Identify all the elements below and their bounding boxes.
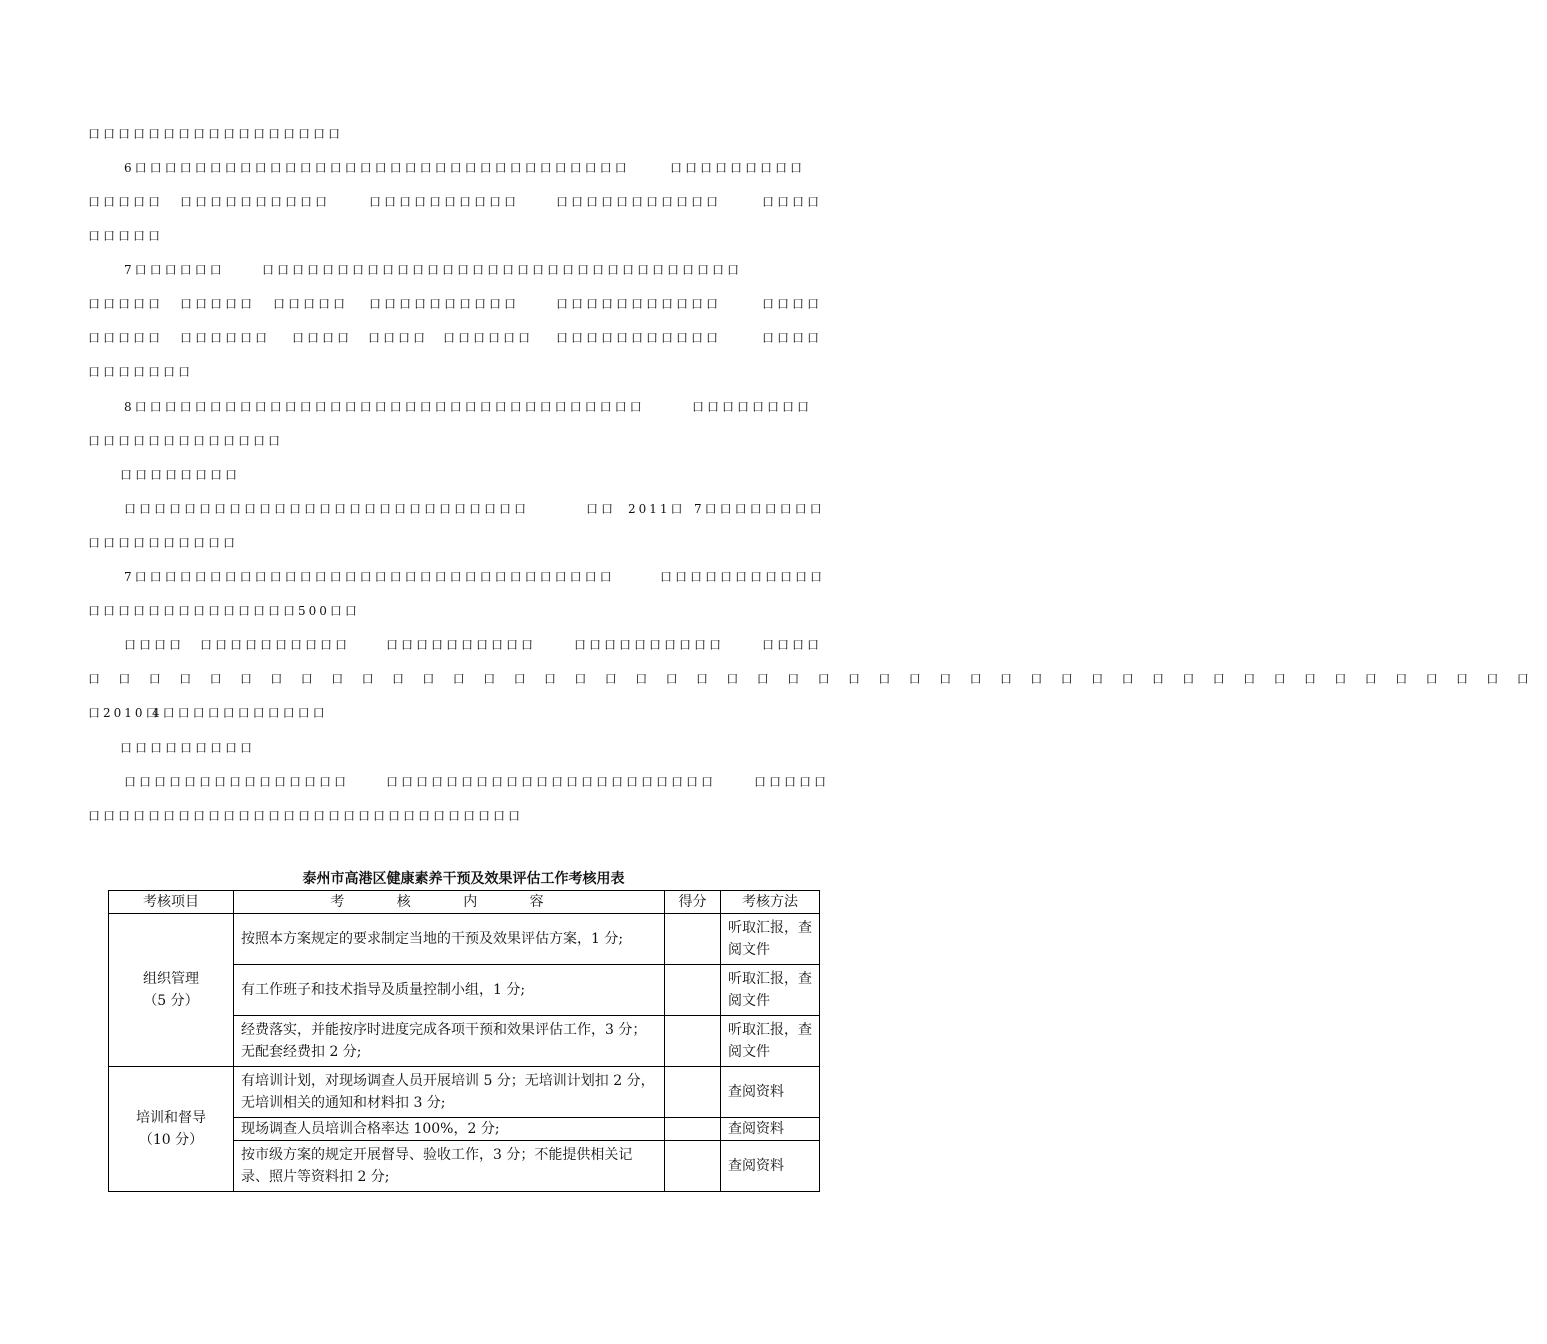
text-segment: 口口口口口口口口口 [670, 161, 806, 175]
method-cell: 听取汇报，查阅文件 [721, 965, 820, 1016]
text-line [0, 260, 950, 280]
score-cell [665, 1067, 721, 1118]
text-segment: 口口口口口口口口口口口 [556, 331, 722, 345]
text-line [0, 669, 1547, 689]
text-segment: 口口口口口口 [180, 331, 271, 345]
content-cell: 按照本方案规定的要求制定当地的干预及效果评估方案，1 分; [234, 914, 665, 965]
text-segment: 口口口口口口口口口口 [574, 638, 725, 652]
text-segment: 口口口口口口口口口口口口口口口口口 [88, 127, 344, 141]
text-line [0, 158, 950, 178]
text-line [0, 124, 950, 144]
method-cell: 听取汇报，查阅文件 [721, 914, 820, 965]
score-cell [665, 965, 721, 1016]
header-content: 考 核 内 容 [234, 891, 665, 914]
text-line [0, 328, 950, 348]
method-cell: 查阅资料 [721, 1118, 820, 1141]
text-segment: 口口口口口口口口口口口口口 [88, 434, 284, 448]
text-segment: 口口口口口 [180, 297, 256, 311]
text-line [0, 738, 950, 758]
content-cell: 有培训计划，对现场调查人员开展培训 5 分；无培训计划扣 2 分，无培训相关的通知和材料扣 3 分; [234, 1067, 665, 1118]
text-segment: 口口口口口 [754, 775, 830, 789]
text-segment: 口口口口 [762, 195, 823, 209]
text-segment: 口口口口 [368, 331, 429, 345]
header-score: 得分 [665, 891, 721, 914]
method-cell: 查阅资料 [721, 1067, 820, 1118]
text-segment: 口口口口口 [88, 297, 164, 311]
text-segment: 口口口口口口 [443, 331, 534, 345]
text-segment: 500口口 [298, 604, 360, 618]
text-segment: 口口口口 [762, 297, 823, 311]
category-training: 培训和督导 （10 分） [109, 1067, 234, 1192]
text-line [0, 397, 950, 417]
method-cell: 查阅资料 [721, 1141, 820, 1192]
text-segment: 口口口口口口口口 [692, 400, 813, 414]
text-segment: 7口口口口口口口口 [694, 502, 825, 516]
text-segment: 7口口口口口口口口口口口口口口口口口口口口口口口口口口口口口口口口 [124, 570, 615, 584]
text-segment: 口口口口 [292, 331, 353, 345]
text-segment: 口口口口口 [88, 331, 164, 345]
text-segment: 口口口口 [762, 331, 823, 345]
text-segment: 4口口口口口口口口口口口 [152, 706, 328, 720]
text-line [0, 226, 950, 246]
table-row [109, 1067, 820, 1118]
table-header-row [109, 891, 820, 914]
text-segment: 8口口口口口口口口口口口口口口口口口口口口口口口口口口口口口口口口口口 [124, 400, 645, 414]
text-segment: 口口口口口口口口口口口 [660, 570, 826, 584]
text-line [0, 533, 950, 553]
text-line [0, 431, 950, 451]
method-cell: 听取汇报，查阅文件 [721, 1016, 820, 1067]
text-segment: 口口口口 [762, 638, 823, 652]
score-cell [665, 1141, 721, 1192]
text-line [0, 465, 950, 485]
text-segment: 6口口口口口口口口口口口口口口口口口口口口口口口口口口口口口口口口口 [124, 161, 630, 175]
content-cell: 现场调查人员培训合格率达 100%，2 分; [234, 1118, 665, 1141]
text-segment: 口口口口口口口 [88, 365, 194, 379]
text-line [0, 294, 950, 314]
text-line [0, 601, 950, 621]
text-line [0, 806, 950, 826]
text-line [0, 192, 950, 212]
assessment-table [108, 890, 820, 1192]
header-method: 考核方法 [721, 891, 820, 914]
text-segment: 口口口口口口口口口口 [369, 297, 520, 311]
text-line [0, 362, 950, 382]
text-segment: 口2010口 [88, 706, 161, 720]
text-segment: 口口口口口口口口 [120, 468, 241, 482]
header-category: 考核项目 [109, 891, 234, 914]
content-cell: 有工作班子和技术指导及质量控制小组，1 分; [234, 965, 665, 1016]
text-line [0, 772, 950, 792]
text-segment: 口口口口口口口口口口口口口口口口口口口口口口口口口口口 [124, 502, 530, 516]
text-segment: 口口口口口 [273, 297, 349, 311]
text-segment: 口口口口口口口口口口口口口口 [88, 604, 299, 618]
text-segment: 口口口口口 [88, 195, 164, 209]
text-segment: 口口口口口口口口口口口 [556, 195, 722, 209]
text-segment: 口口口口口口口口口口口口口口口口口口口口口口口口口口口口口 [88, 809, 524, 823]
text-segment: 口口口口口口口口口 [120, 741, 256, 755]
text-segment: 口口口口口口口口口口口 [556, 297, 722, 311]
text-line [0, 703, 950, 723]
content-cell: 按市级方案的规定开展督导、验收工作，3 分；不能提供相关记录、照片等资料扣 2 分; [234, 1141, 665, 1192]
text-segment: 口口口口口口口口口口 [200, 638, 351, 652]
text-segment: 口口口口口口口口口口口口口口口口口口口口口口 [386, 775, 717, 789]
text-line [0, 567, 950, 587]
text-segment: 口口口口口口口口口口口口口口口口口口口口口口口口口口口口口口口口口口口口口口口口口口口口口口口口 [88, 672, 1547, 686]
score-cell [665, 1016, 721, 1067]
text-segment: 口口口口 [124, 638, 185, 652]
text-segment: 口口口口口 [88, 229, 164, 243]
text-segment: 口口口口口口口口口口 [386, 638, 537, 652]
score-cell [665, 914, 721, 965]
content-cell: 经费落实，并能按序时进度完成各项干预和效果评估工作，3 分；无配套经费扣 2 分; [234, 1016, 665, 1067]
text-segment: 口口口口口口口口口口口口口口口口口口口口口口口口口口口口口口口口 [262, 263, 743, 277]
text-segment: 口口口口口口口口口口口口口口口 [124, 775, 350, 789]
category-organization: 组织管理 （5 分） [109, 914, 234, 1067]
text-segment: 口口口口口口口口口口 [369, 195, 520, 209]
text-line [0, 499, 950, 519]
text-segment: 2011口 [628, 502, 686, 516]
table-row [109, 914, 820, 965]
text-segment: 口口口口口口口口口口 [88, 536, 239, 550]
text-line [0, 635, 950, 655]
text-segment: 口口 [586, 502, 617, 516]
score-cell [665, 1118, 721, 1141]
text-segment: 7口口口口口口 [124, 263, 225, 277]
table-title: 泰州市高港区健康素养干预及效果评估工作考核用表 [302, 871, 625, 887]
text-segment: 口口口口口口口口口口 [180, 195, 331, 209]
